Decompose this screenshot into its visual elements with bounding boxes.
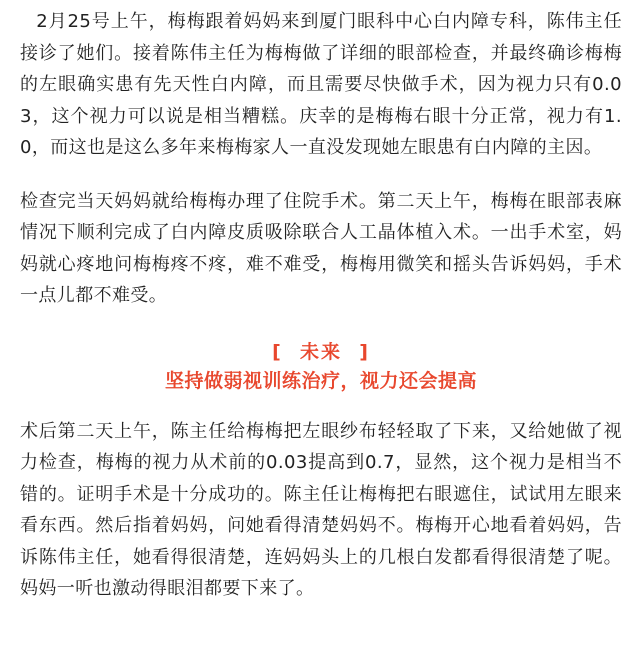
paragraph-spacer (20, 396, 622, 416)
paragraph-spacer (20, 164, 622, 186)
section-title: [ 未来 ] (272, 340, 370, 363)
paragraph-spacer (20, 312, 622, 338)
paragraph-diagnosis: 2月25号上午，梅梅跟着妈妈来到厦门眼科中心白内障专科，陈伟主任接诊了她们。接着陈伟主任为梅梅做了详细的眼部检查，并最终确诊梅梅的左眼确实患有先天性白内障，而且需要尽快做手术，因为视力只有0.03，这个视力可以说是相当糟糕。庆幸的是梅梅右眼十分正常，视力有1.0，而这也是这么多年来梅梅家人一直没发现她左眼患有白内障的主因。 (20, 11, 622, 158)
paragraph-surgery: 检查完当天妈妈就给梅梅办理了住院手术。第二天上午，梅梅在眼部表麻情况下顺利完成了白内障皮质吸除联合人工晶体植入术。一出手术室，妈妈就心疼地问梅梅疼不疼，难不难受，梅梅用微笑和摇头告诉妈妈，手术一点儿都不难受。 (20, 190, 622, 306)
section-subtitle: 坚持做弱视训练治疗，视力还会提高 (164, 369, 477, 392)
section-heading (20, 338, 622, 396)
paragraph-recovery: 术后第二天上午，陈主任给梅梅把左眼纱布轻轻取了下来，又给她做了视力检查，梅梅的视力从术前的0.03提高到0.7，显然，这个视力是相当不错的。证明手术是十分成功的。陈主任让梅梅把右眼遮住，试试用左眼来看东西。然后指着妈妈，问她看得清楚妈妈不。梅梅开心地看着妈妈，告诉陈伟主任，她看得很清楚，连妈妈头上的几根白发都看得很清楚了呢。妈妈一听也激动得眼泪都要下来了。 (20, 420, 622, 599)
